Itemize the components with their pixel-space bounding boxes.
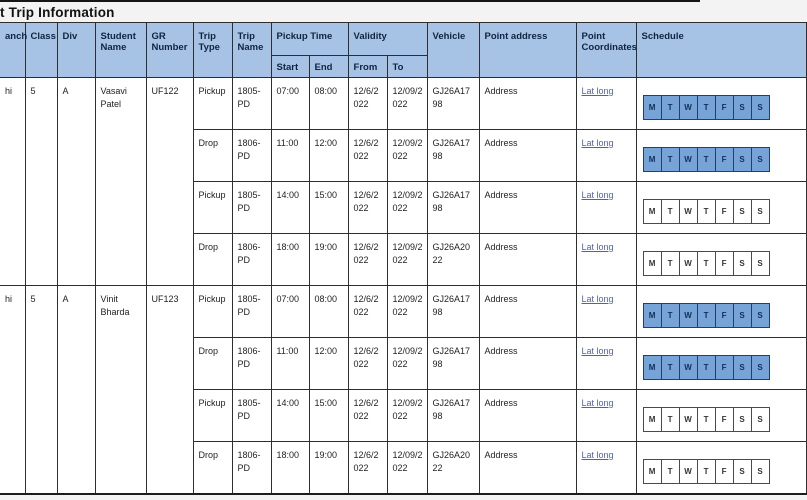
- cell-trip-type: Drop: [193, 338, 232, 390]
- cell-end-time: 08:00: [309, 286, 348, 338]
- cell-trip-name: 1805-PD: [232, 182, 271, 234]
- schedule-day-strip: [644, 407, 802, 432]
- cell-vehicle: GJ26A2022: [427, 234, 479, 286]
- cell-point-address: Address: [479, 130, 576, 182]
- cell-valid-to: 12/09/2022: [387, 234, 427, 286]
- day-box-t: T: [697, 199, 716, 224]
- header-validity: Validity: [348, 23, 427, 56]
- header-schedule: Schedule: [636, 23, 806, 78]
- cell-vehicle: GJ26A2022: [427, 442, 479, 494]
- cell-end-time: 12:00: [309, 130, 348, 182]
- cell-schedule: [636, 442, 806, 494]
- cell-trip-name: 1806-PD: [232, 442, 271, 494]
- header-to: To: [387, 56, 427, 78]
- cell-trip-type: Drop: [193, 234, 232, 286]
- cell-schedule: [636, 130, 806, 182]
- day-box-s: S: [751, 251, 770, 276]
- cell-start-time: 11:00: [271, 130, 309, 182]
- day-box-m: M: [643, 355, 662, 380]
- cell-point-coordinates: [576, 234, 636, 286]
- day-box-s: S: [751, 303, 770, 328]
- cell-student-name: Vasavi Patel: [95, 78, 146, 286]
- day-box-t: T: [697, 303, 716, 328]
- day-box-t: T: [661, 459, 680, 484]
- cell-valid-from: 12/6/2022: [348, 390, 387, 442]
- cell-div: A: [57, 78, 95, 286]
- cell-schedule: [636, 390, 806, 442]
- cell-end-time: 15:00: [309, 182, 348, 234]
- day-box-w: W: [679, 459, 698, 484]
- cell-point-address: Address: [479, 390, 576, 442]
- day-box-s: S: [751, 199, 770, 224]
- cell-start-time: 14:00: [271, 390, 309, 442]
- cell-start-time: 14:00: [271, 182, 309, 234]
- cell-point-address: Address: [479, 234, 576, 286]
- day-box-s: S: [751, 147, 770, 172]
- day-box-t: T: [697, 459, 716, 484]
- day-box-m: M: [643, 147, 662, 172]
- cell-schedule: [636, 286, 806, 338]
- cell-trip-type: Pickup: [193, 78, 232, 130]
- cell-class: 5: [25, 78, 57, 286]
- day-box-s: S: [733, 95, 752, 120]
- cell-end-time: 19:00: [309, 234, 348, 286]
- day-box-t: T: [661, 95, 680, 120]
- day-box-f: F: [715, 251, 734, 276]
- cell-vehicle: GJ26A1798: [427, 390, 479, 442]
- cell-valid-to: 12/09/2022: [387, 78, 427, 130]
- day-box-t: T: [661, 251, 680, 276]
- cell-student-name: Vinit Bharda: [95, 286, 146, 494]
- cell-point-coordinates: [576, 182, 636, 234]
- cell-valid-to: 12/09/2022: [387, 442, 427, 494]
- schedule-day-strip: [644, 251, 802, 276]
- table-header: [0, 23, 806, 78]
- cell-point-address: Address: [479, 442, 576, 494]
- cell-valid-to: 12/09/2022: [387, 130, 427, 182]
- day-box-t: T: [661, 199, 680, 224]
- cell-trip-name: 1805-PD: [232, 78, 271, 130]
- cell-point-address: Address: [479, 182, 576, 234]
- day-box-m: M: [643, 251, 662, 276]
- cell-trip-type: Pickup: [193, 390, 232, 442]
- cell-trip-name: 1805-PD: [232, 286, 271, 338]
- cell-point-address: Address: [479, 78, 576, 130]
- cell-start-time: 07:00: [271, 78, 309, 130]
- cell-vehicle: GJ26A1798: [427, 338, 479, 390]
- cell-trip-type: Drop: [193, 130, 232, 182]
- day-box-t: T: [661, 355, 680, 380]
- day-box-t: T: [661, 407, 680, 432]
- cell-branch: hi: [0, 286, 25, 494]
- cell-trip-type: Drop: [193, 442, 232, 494]
- day-box-t: T: [697, 251, 716, 276]
- cell-end-time: 12:00: [309, 338, 348, 390]
- day-box-s: S: [733, 459, 752, 484]
- student-group: [0, 286, 806, 494]
- cell-valid-from: 12/6/2022: [348, 338, 387, 390]
- header-div: Div: [57, 23, 95, 78]
- cell-end-time: 15:00: [309, 390, 348, 442]
- day-box-s: S: [733, 355, 752, 380]
- lat-long-link[interactable]: Lat long: [581, 450, 614, 460]
- header-pickup-time: Pickup Time: [271, 23, 348, 56]
- cell-valid-from: 12/6/2022: [348, 286, 387, 338]
- lat-long-link[interactable]: Lat long: [581, 138, 614, 148]
- day-box-s: S: [733, 407, 752, 432]
- header-student-name: Student Name: [95, 23, 146, 78]
- day-box-w: W: [679, 251, 698, 276]
- day-box-s: S: [751, 355, 770, 380]
- header-point-address: Point address: [479, 23, 576, 78]
- day-box-s: S: [733, 199, 752, 224]
- cell-valid-from: 12/6/2022: [348, 182, 387, 234]
- cell-branch: hi: [0, 78, 25, 286]
- cell-valid-to: 12/09/2022: [387, 286, 427, 338]
- day-box-t: T: [697, 407, 716, 432]
- trip-row: [0, 78, 806, 130]
- cell-valid-from: 12/6/2022: [348, 78, 387, 130]
- cell-point-coordinates: [576, 442, 636, 494]
- cell-point-coordinates: [576, 390, 636, 442]
- lat-long-link[interactable]: Lat long: [581, 86, 614, 96]
- day-box-s: S: [733, 147, 752, 172]
- day-box-t: T: [661, 147, 680, 172]
- cell-trip-name: 1806-PD: [232, 130, 271, 182]
- cell-point-coordinates: [576, 338, 636, 390]
- cell-vehicle: GJ26A1798: [427, 182, 479, 234]
- day-box-f: F: [715, 355, 734, 380]
- cell-valid-to: 12/09/2022: [387, 390, 427, 442]
- cell-point-coordinates: [576, 130, 636, 182]
- cell-trip-name: 1806-PD: [232, 234, 271, 286]
- day-box-s: S: [751, 407, 770, 432]
- schedule-day-strip: [644, 355, 802, 380]
- day-box-f: F: [715, 199, 734, 224]
- cell-div: A: [57, 286, 95, 494]
- schedule-day-strip: [644, 95, 802, 120]
- cell-vehicle: GJ26A1798: [427, 130, 479, 182]
- day-box-w: W: [679, 355, 698, 380]
- day-box-f: F: [715, 407, 734, 432]
- day-box-w: W: [679, 303, 698, 328]
- day-box-m: M: [643, 303, 662, 328]
- cell-start-time: 07:00: [271, 286, 309, 338]
- lat-long-link[interactable]: Lat long: [581, 346, 614, 356]
- student-trip-table: [0, 22, 807, 495]
- cell-trip-type: Pickup: [193, 182, 232, 234]
- cell-schedule: [636, 338, 806, 390]
- day-box-f: F: [715, 147, 734, 172]
- day-box-m: M: [643, 199, 662, 224]
- cell-point-coordinates: [576, 78, 636, 130]
- day-box-m: M: [643, 407, 662, 432]
- header-branch: anch: [0, 23, 25, 78]
- day-box-w: W: [679, 95, 698, 120]
- cell-schedule: [636, 78, 806, 130]
- cell-end-time: 19:00: [309, 442, 348, 494]
- cell-trip-name: 1806-PD: [232, 338, 271, 390]
- lat-long-link[interactable]: Lat long: [581, 294, 614, 304]
- day-box-m: M: [643, 459, 662, 484]
- page-title: t Trip Information: [0, 4, 115, 20]
- cell-start-time: 11:00: [271, 338, 309, 390]
- cell-point-address: Address: [479, 286, 576, 338]
- cell-valid-from: 12/6/2022: [348, 442, 387, 494]
- cell-point-coordinates: [576, 286, 636, 338]
- header-trip-type: Trip Type: [193, 23, 232, 78]
- cell-trip-name: 1805-PD: [232, 390, 271, 442]
- student-group: [0, 78, 806, 286]
- schedule-day-strip: [644, 147, 802, 172]
- cell-schedule: [636, 182, 806, 234]
- lat-long-link[interactable]: Lat long: [581, 242, 614, 252]
- cell-valid-from: 12/6/2022: [348, 130, 387, 182]
- cell-schedule: [636, 234, 806, 286]
- cell-start-time: 18:00: [271, 234, 309, 286]
- header-from: From: [348, 56, 387, 78]
- day-box-t: T: [697, 147, 716, 172]
- title-bar: [0, 2, 700, 22]
- day-box-s: S: [733, 251, 752, 276]
- cell-valid-to: 12/09/2022: [387, 338, 427, 390]
- header-vehicle: Vehicle: [427, 23, 479, 78]
- cell-valid-to: 12/09/2022: [387, 182, 427, 234]
- cell-vehicle: GJ26A1798: [427, 286, 479, 338]
- cell-class: 5: [25, 286, 57, 494]
- day-box-t: T: [697, 355, 716, 380]
- day-box-f: F: [715, 95, 734, 120]
- lat-long-link[interactable]: Lat long: [581, 398, 614, 408]
- day-box-f: F: [715, 303, 734, 328]
- cell-start-time: 18:00: [271, 442, 309, 494]
- schedule-day-strip: [644, 459, 802, 484]
- cell-valid-from: 12/6/2022: [348, 234, 387, 286]
- cell-trip-type: Pickup: [193, 286, 232, 338]
- day-box-t: T: [661, 303, 680, 328]
- cell-end-time: 08:00: [309, 78, 348, 130]
- day-box-s: S: [733, 303, 752, 328]
- day-box-s: S: [751, 95, 770, 120]
- schedule-day-strip: [644, 199, 802, 224]
- day-box-m: M: [643, 95, 662, 120]
- header-point-coordinates: Point Coordinates: [576, 23, 636, 78]
- header-gr-number: GR Number: [146, 23, 193, 78]
- lat-long-link[interactable]: Lat long: [581, 190, 614, 200]
- day-box-t: T: [697, 95, 716, 120]
- day-box-s: S: [751, 459, 770, 484]
- cell-gr-number: UF123: [146, 286, 193, 494]
- trip-row: [0, 286, 806, 338]
- header-trip-name: Trip Name: [232, 23, 271, 78]
- header-end: End: [309, 56, 348, 78]
- header-start: Start: [271, 56, 309, 78]
- cell-point-address: Address: [479, 338, 576, 390]
- day-box-f: F: [715, 459, 734, 484]
- cell-vehicle: GJ26A1798: [427, 78, 479, 130]
- day-box-w: W: [679, 147, 698, 172]
- schedule-day-strip: [644, 303, 802, 328]
- day-box-w: W: [679, 199, 698, 224]
- cell-gr-number: UF122: [146, 78, 193, 286]
- day-box-w: W: [679, 407, 698, 432]
- header-class: Class: [25, 23, 57, 78]
